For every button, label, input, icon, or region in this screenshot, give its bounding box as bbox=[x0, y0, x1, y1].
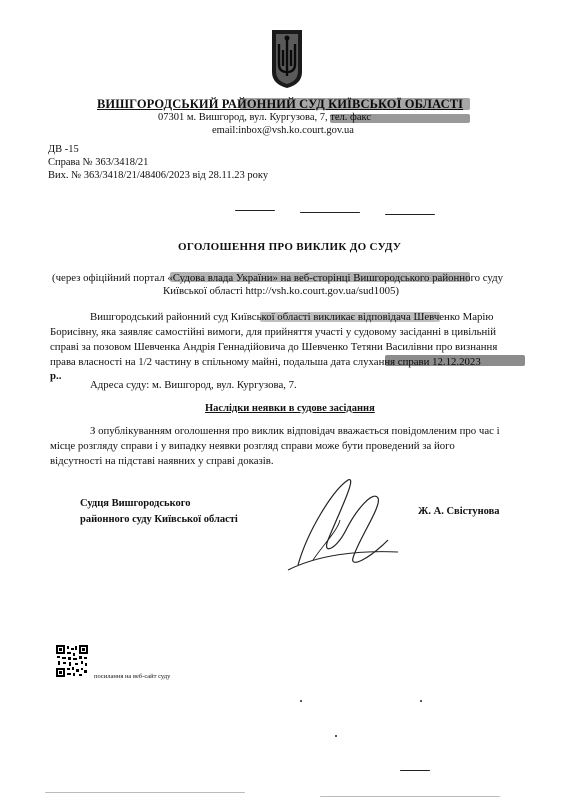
announcement-title: ОГОЛОШЕННЯ ПРО ВИКЛИК ДО СУДУ bbox=[178, 241, 402, 253]
court-address: Адреса суду: м. Вишгород, вул. Кургузова, 7. bbox=[90, 379, 297, 391]
body-paragraph-1-line: справі за позовом Шевченка Андрія Геннадійовича до Шевченко Тетяни Василівни про визнання bbox=[50, 341, 498, 353]
coat-of-arms-icon bbox=[270, 28, 304, 90]
court-name: ВИШГОРОДСЬКИЙ РАЙОННИЙ СУД КИЇВСЬКОЇ ОБЛАСТІ bbox=[97, 97, 464, 111]
qr-code-icon[interactable] bbox=[56, 645, 88, 677]
stamp-smudge bbox=[240, 98, 470, 110]
body-paragraph-1-line: права власності на 1/2 частину в спільному майні, подальша дата слухання справи 12.12.2023 bbox=[50, 356, 481, 368]
scan-noise bbox=[235, 210, 275, 211]
signatory-title bbox=[80, 496, 238, 528]
stamp-smudge bbox=[260, 312, 440, 322]
stamp-smudge bbox=[330, 114, 470, 123]
scan-noise bbox=[335, 735, 337, 737]
scan-noise bbox=[320, 796, 500, 797]
scan-noise bbox=[385, 214, 435, 215]
case-number: Справа № 363/3418/21 bbox=[48, 157, 149, 168]
body-paragraph-2-line: З опублікуванням оголошення про виклик відповідач вважається повідомленим про час і bbox=[90, 425, 500, 437]
body-paragraph-1-line: р.. bbox=[50, 370, 62, 382]
stamp-smudge bbox=[170, 272, 470, 282]
scan-noise bbox=[420, 700, 422, 702]
publication-link: Київської області http://vsh.ko.court.gov.ua/sud1005) bbox=[163, 285, 399, 297]
stamp-smudge bbox=[385, 355, 525, 366]
scan-noise bbox=[300, 700, 302, 702]
scan-noise bbox=[300, 212, 360, 213]
scan-noise bbox=[45, 792, 245, 793]
document-code: ДВ -15 bbox=[48, 144, 79, 155]
outgoing-number: Вих. № 363/3418/21/48406/2023 від 28.11.23 року bbox=[48, 170, 269, 181]
consequences-heading: Наслідки неявки в судове засідання bbox=[205, 403, 375, 414]
body-paragraph-1-line: Борисівну, яка заявляє самостійні вимоги, для прийняття участі у судовому засіданні в цивільній bbox=[50, 326, 497, 338]
signatory-name: Ж. А. Свістунова bbox=[418, 506, 500, 517]
signatory-title-line: районного суду Київської області bbox=[80, 514, 238, 525]
body-paragraph-2-line: місце розгляду справи і у випадку неявки розгляд справи може бути проведений за його bbox=[50, 440, 455, 452]
handwritten-signature bbox=[278, 470, 408, 580]
scan-noise bbox=[400, 770, 430, 771]
signatory-title-line: Судця Вишгородського bbox=[80, 498, 191, 509]
body-paragraph-1-line: Вишгородський районний суд Київської області викликає відповідача Шевченко Марію bbox=[90, 311, 494, 323]
court-address-header: 07301 м. Вишгород, вул. Кургузова, 7, тел. факс bbox=[158, 112, 371, 123]
body-paragraph-2-line: відсутності на підставі наявних у справі доказів. bbox=[50, 455, 274, 467]
qr-caption: посилання на веб-сайт суду bbox=[94, 673, 171, 680]
publication-line: (через офіційний портал «Судова влада України» на веб-сторінці Вишгородського районного суду bbox=[52, 272, 503, 284]
court-email: email:inbox@vsh.ko.court.gov.ua bbox=[212, 125, 354, 136]
